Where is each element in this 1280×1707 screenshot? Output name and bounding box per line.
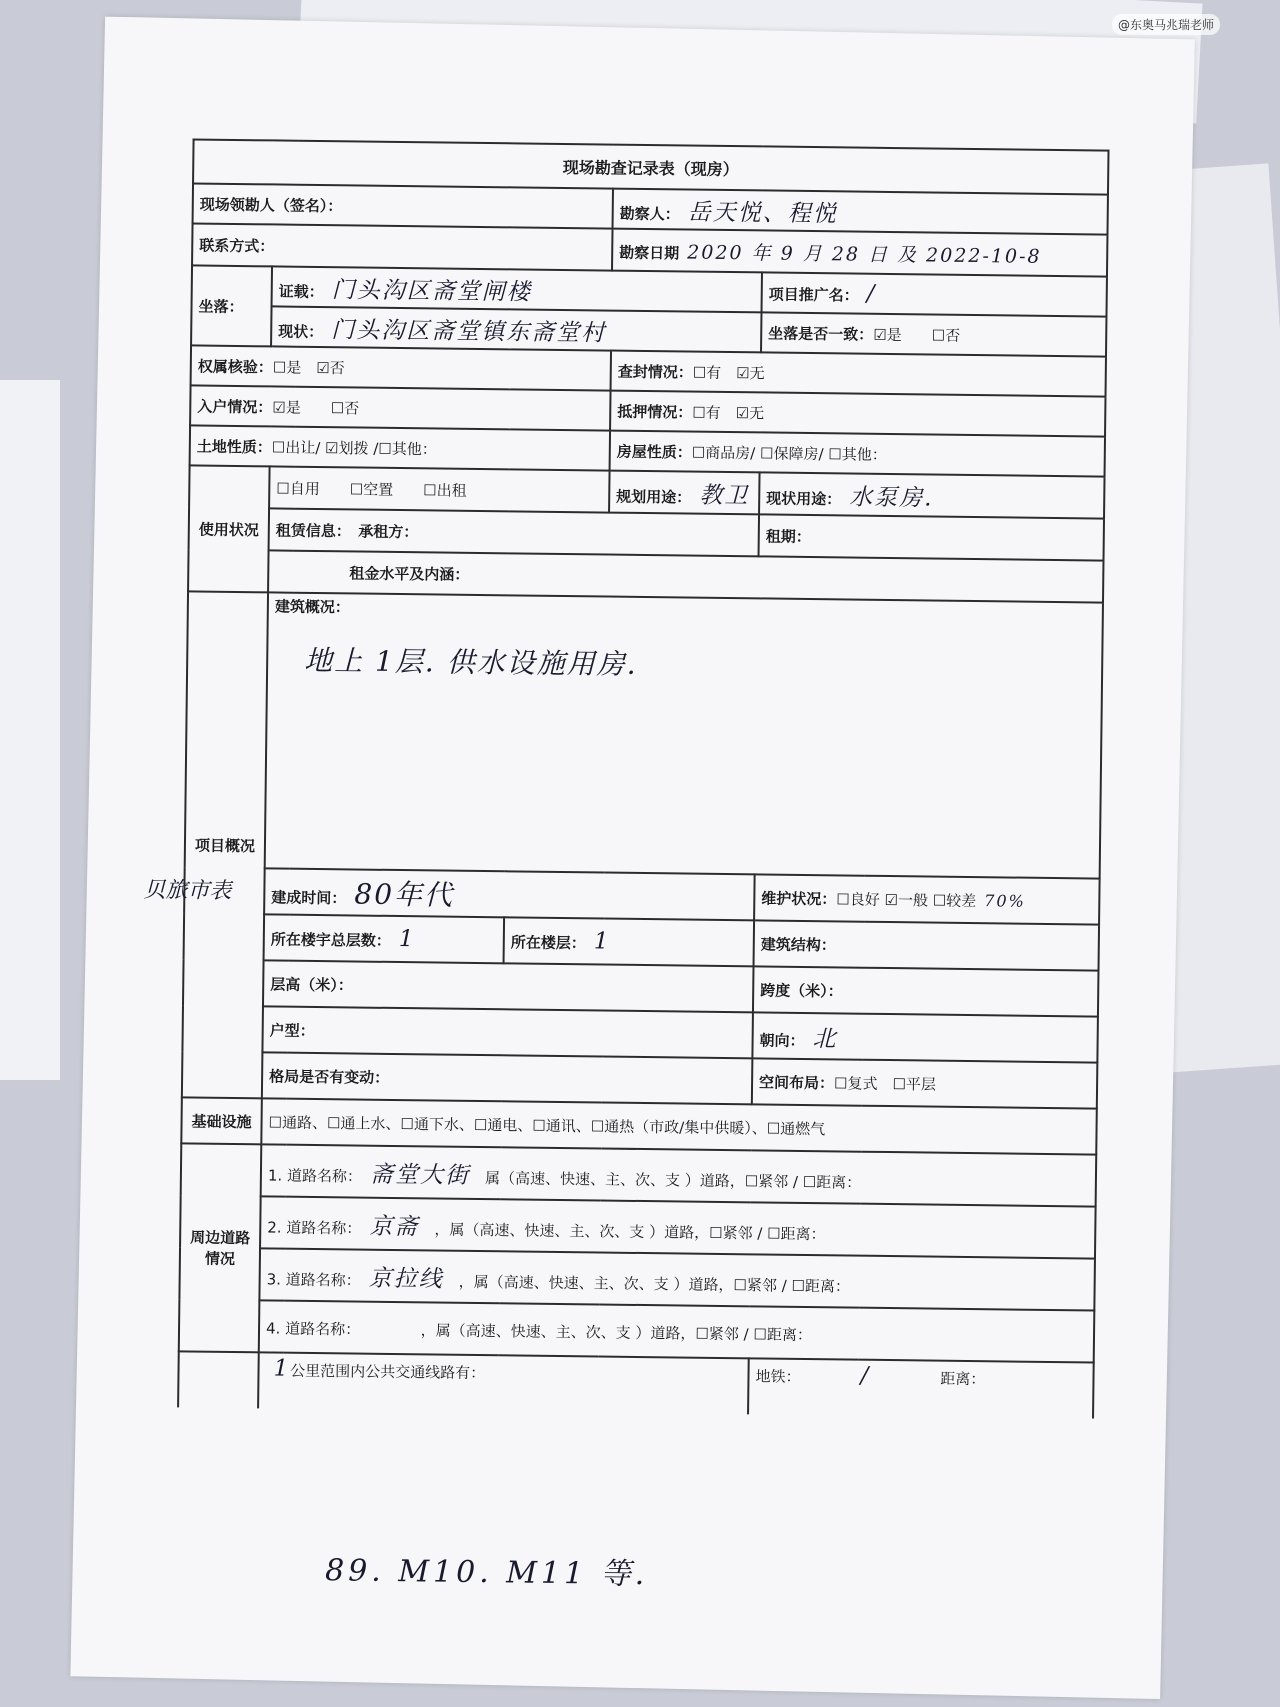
promo-value: / [866, 280, 877, 307]
side-handwritten-note: 贝旅市表 [143, 877, 232, 904]
maint-cell: 维护状况：☐良好 ☑一般 ☐较差 70% [754, 874, 1100, 924]
house-cell: 房屋性质：☐商品房/ ☐保障房/ ☐其他： [610, 431, 1105, 477]
orient-cell: 朝向： 北 [752, 1012, 1098, 1062]
space-options[interactable]: ☐复式 ☐平层 [834, 1073, 937, 1094]
road-name: 京拉线 [368, 1265, 444, 1293]
road-row: 2. 道路名称： 京斋 ，属（高速、快速、主、次、支 ）道路，☐紧邻 / ☐距离： [260, 1196, 1096, 1258]
location-label: 坐落： [191, 265, 272, 346]
orient-value: 北 [812, 1025, 838, 1052]
entry-cell: 入户情况：☑是 ☐否 [190, 385, 610, 430]
road-row: 4. 道路名称： ，属（高速、快速、主、次、支 ）道路，☐紧邻 / ☐距离： [259, 1300, 1095, 1362]
land-options[interactable]: ☐出让/ ☑划拨 /☐其他： [271, 437, 437, 458]
floors-value: 1 [398, 926, 416, 953]
transit-label-cell [178, 1351, 259, 1408]
land-cell: 土地性质：☐出让/ ☑划拨 /☐其他： [190, 425, 610, 470]
watermark: @东奥马兆瑞老师 [1112, 14, 1220, 35]
mortgage-options[interactable]: ☐有 ☑无 [692, 403, 765, 422]
status-value: 门头沟区斋堂镇东斋堂村 [331, 316, 607, 347]
cert-value: 门头沟区斋堂闸楼 [331, 276, 532, 306]
maint-note: 70% [984, 890, 1026, 911]
subway-value: / [860, 1362, 871, 1389]
date-cell: 勘察日期 2020 年 9 月 28 日 及 2022-10-8 [612, 229, 1108, 277]
built-value: 80年代 [354, 877, 455, 912]
promo-cell: 项目推广名： / [762, 272, 1107, 316]
ownership-options[interactable]: ☐是 ☑否 [272, 357, 345, 377]
plan-cell: 规划用途： 教卫 [609, 471, 760, 515]
survey-form [143, 138, 1107, 1593]
house-options[interactable]: ☐商品房/ ☐保障房/ ☐其他： [691, 443, 887, 464]
floor-value: 1 [593, 928, 611, 955]
date-value: 2020 年 9 月 28 日 及 2022-10-8 [687, 240, 1042, 268]
road-name: 斋堂大街 [369, 1161, 471, 1189]
road-row: 1. 道路名称： 斋堂大街 属（高速、快速、主、次、支 ）道路，☐紧邻 / ☐距离： [261, 1144, 1097, 1206]
maint-options[interactable]: ☐良好 ☑一般 ☐较差 [836, 889, 977, 910]
built-cell: 建成时间： 80年代 [264, 868, 755, 920]
rent-cell: 租金水平及内涵： [268, 550, 1103, 602]
contact-cell: 联系方式： [192, 223, 612, 270]
underlying-sheet [0, 380, 60, 1080]
project-label: 项目概况 [182, 591, 268, 1098]
plan-value: 教卫 [699, 482, 750, 509]
subway-cell: 地铁： / 距离： [748, 1358, 1094, 1418]
consistent-cell: 坐落是否一致：☑是 ☐否 [761, 312, 1106, 356]
floors-cell: 所在楼宇总层数： 1 [264, 914, 505, 963]
paper-sheet [70, 17, 1195, 1699]
lease-cell: 租赁信息： 承租方： [269, 508, 759, 556]
layout-change-cell: 格局是否有变动： [262, 1052, 753, 1104]
type-cell: 户型： [262, 1006, 753, 1058]
mortgage-cell: 抵押情况：☐有 ☑无 [610, 391, 1105, 437]
usage-options[interactable]: ☐自用 ☐空置 ☐出租 [269, 466, 609, 512]
building-value: 地上 1层. 供水设施用房. [304, 643, 638, 681]
consistent-options[interactable]: ☑是 ☐否 [873, 325, 961, 345]
inspector-value: 岳天悦、程悦 [687, 199, 838, 227]
road-name: 京斋 [369, 1213, 420, 1240]
current-use-value: 水泵房. [849, 483, 934, 512]
term-cell: 租期： [759, 514, 1105, 560]
inspector-cell: 勘察人： 岳天悦、程悦 [613, 189, 1108, 235]
space-cell: 空间布局：☐复式 ☐平层 [752, 1058, 1098, 1108]
status-cell: 现状： 门头沟区斋堂镇东斋堂村 [271, 306, 761, 352]
seal-options[interactable]: ☐有 ☑无 [692, 363, 765, 382]
floor-cell: 所在楼层： 1 [504, 917, 755, 966]
roads-label: 周边道路情况 [179, 1143, 262, 1352]
survey-table [177, 138, 1109, 1418]
height-cell: 层高（米）： [263, 960, 754, 1012]
infra-options[interactable]: ☐通路、☐通上水、☐通下水、☐通电、☐通讯、☐通热（市政/集中供暖）、☐通燃气 [261, 1098, 1097, 1154]
leader-cell: 现场领勘人（签名）： [193, 183, 613, 228]
structure-cell: 建筑结构： [754, 920, 1100, 970]
seal-cell: 查封情况：☐有 ☑无 [611, 351, 1106, 397]
cert-cell: 证载： 门头沟区斋堂闸楼 [272, 266, 762, 312]
form-title: 现场勘查记录表（现房） [193, 139, 1109, 194]
transit-number: 1 [273, 1355, 291, 1382]
building-cell: 建筑概况： 地上 1层. 供水设施用房. [265, 592, 1103, 878]
transit-cell: 1公里范围内公共交通线路有： [258, 1352, 749, 1414]
entry-options[interactable]: ☑是 ☐否 [272, 397, 360, 418]
transit-handwritten: 89. M10. M11 等. [324, 1553, 649, 1593]
infra-label: 基础设施 [181, 1097, 262, 1144]
span-cell: 跨度（米）： [753, 966, 1099, 1016]
usage-label: 使用状况 [188, 465, 270, 592]
current-use-cell: 现状用途： 水泵房. [759, 472, 1105, 518]
ownership-cell: 权属核验：☐是 ☑否 [191, 345, 611, 390]
road-row: 3. 道路名称： 京拉线 ，属（高速、快速、主、次、支 ）道路，☐紧邻 / ☐距离： [259, 1248, 1095, 1310]
